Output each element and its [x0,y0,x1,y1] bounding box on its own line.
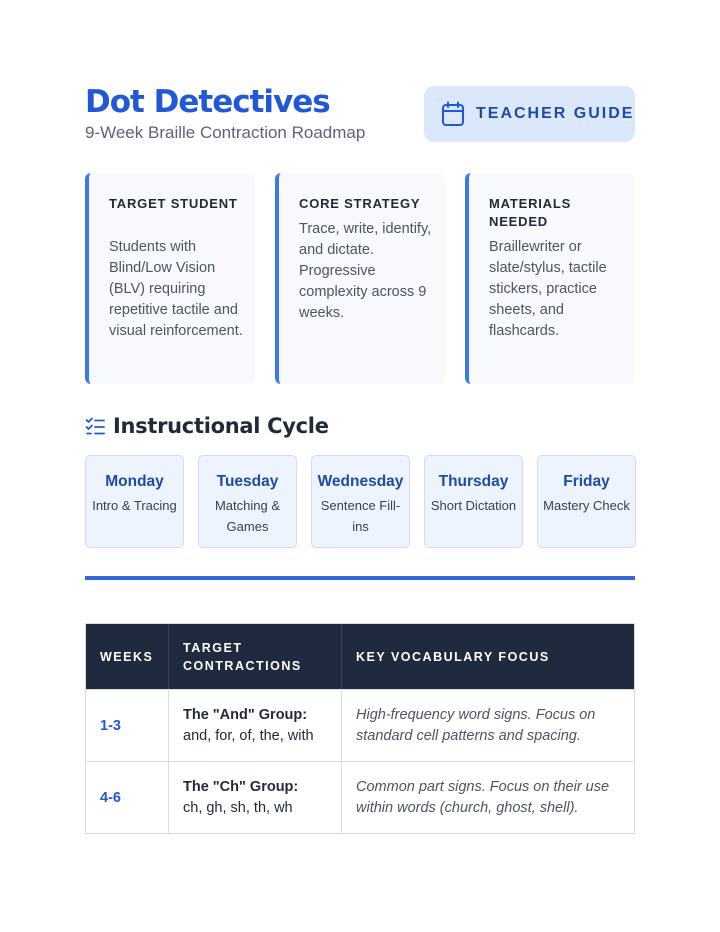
info-cards [85,173,635,384]
table-header-row [86,624,634,689]
instructional-cycle-heading [85,411,329,441]
column-header-weeks: WEEKS [86,624,169,689]
card-title: MATERIALS NEEDED [489,196,572,229]
day-activity: Mastery Check [543,498,630,513]
table-row [86,761,634,833]
focus-cell [342,690,634,761]
day-card-wednesday [311,455,410,548]
day-card-friday [537,455,636,548]
day-card-thursday [424,455,523,548]
weekday-cycle [85,455,635,548]
day-name: Wednesday [317,473,404,490]
weeks-cell [86,762,169,833]
day-card-monday [85,455,184,548]
card-title: CORE STRATEGY [299,196,421,211]
contraction-group-name: The "Ch" Group: [183,778,299,795]
contraction-list: ch, gh, sh, th, wh [183,799,293,816]
contractions-cell [169,690,342,761]
column-header-key-vocabulary-focus: KEY VOCABULARY FOCUS [356,649,550,664]
card-target-student [85,173,255,384]
day-name: Friday [563,473,610,490]
checklist-icon [85,416,105,436]
calendar-icon [440,101,466,127]
weeks-range: 1-3 [100,717,121,734]
focus-cell [342,762,634,833]
weeks-range: 4-6 [100,789,121,806]
card-body: Trace, write, identify, and dictate. Progressive complexity across 9 weeks. [299,221,432,321]
page-title: Dot Detectives [85,84,330,120]
day-name: Thursday [438,473,509,490]
weeks-cell [86,690,169,761]
page-subtitle: 9-Week Braille Contraction Roadmap [85,123,366,142]
table-row [86,689,634,761]
card-materials-needed [465,173,635,384]
day-activity: Matching & Games [214,498,281,534]
contraction-group-name: The "And" Group: [183,706,308,723]
card-core-strategy [275,173,445,384]
card-body: Students with Blind/Low Vision (BLV) requiring repetitive tactile and visual reinforcement. [109,239,243,339]
day-name: Tuesday [216,473,279,490]
vocabulary-focus: High-frequency word signs. Focus on standard cell patterns and spacing. [356,706,596,744]
section-divider [85,576,635,580]
roadmap-table [85,623,635,834]
section-title: Instructional Cycle [113,414,329,438]
day-activity: Short Dictation [430,498,517,513]
card-body: Braillewriter or slate/stylus, tactile stickers, practice sheets, and flashcards. [489,239,607,339]
header [85,84,635,154]
badge-label: TEACHER GUIDE [476,105,635,122]
teacher-guide-badge [424,86,635,142]
contractions-cell [169,762,342,833]
day-card-tuesday [198,455,297,548]
vocabulary-focus: Common part signs. Focus on their use within words (church, ghost, shell). [356,778,610,816]
contraction-list: and, for, of, the, with [183,727,314,744]
day-activity: Sentence Fill-ins [320,498,401,534]
card-title: TARGET STUDENT [109,196,238,211]
column-header-target-contractions: TARGET CONTRACTIONS [169,624,342,689]
day-activity: Intro & Tracing [92,498,177,513]
day-name: Monday [105,473,164,490]
